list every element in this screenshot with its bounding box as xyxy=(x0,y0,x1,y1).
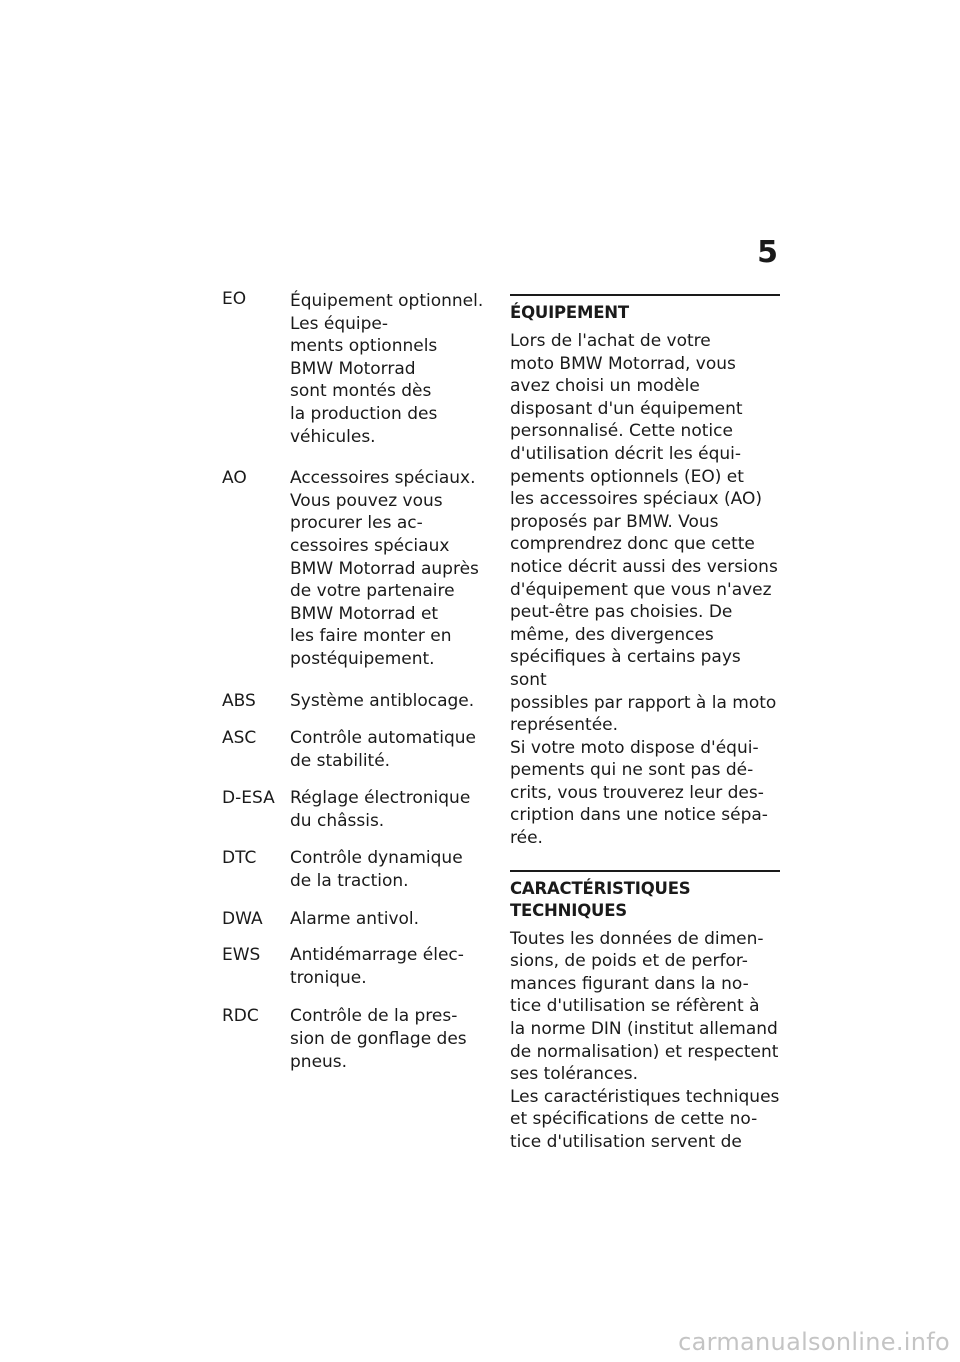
definition-lead: Réglage électronique du châssis. xyxy=(290,788,471,831)
abbreviation-row-eo xyxy=(222,290,492,448)
abbreviation-term: AO xyxy=(222,468,247,489)
abbreviation-term: EWS xyxy=(222,945,261,966)
section-title: CARACTÉRISTIQUES TECHNIQUES xyxy=(510,878,691,920)
definition-lead: Alarme antivol. xyxy=(290,908,420,929)
abbreviation-term: DTC xyxy=(222,848,257,869)
abbreviation-term: DWA xyxy=(222,908,263,929)
abbreviation-definition xyxy=(290,690,492,713)
abbreviation-definition xyxy=(290,467,492,670)
section-rule xyxy=(510,870,780,872)
abbreviation-definition xyxy=(290,908,492,931)
abbreviation-term: EO xyxy=(222,289,247,309)
right-column xyxy=(510,294,780,1154)
watermark: carmanualsonline.info xyxy=(678,1328,950,1356)
definition-lead: Équipement optionnel. xyxy=(290,291,484,311)
definition-lead: Contrôle automatique de stabilité. xyxy=(290,728,476,771)
abbreviation-term: D-ESA xyxy=(222,788,275,809)
page-number: 5 xyxy=(757,235,778,270)
section-caracteristiques-techniques xyxy=(510,870,780,1154)
definition-detail: Les équipe- ments optionnels BMW Motorrad sont montés dès la production des véhicules. xyxy=(290,313,438,447)
abbreviation-row-ao xyxy=(222,467,492,670)
abbreviation-definition xyxy=(290,847,492,892)
abbreviation-row-abs xyxy=(222,690,492,713)
definition-lead: Contrôle de la pres- sion de gonflage des pneus. xyxy=(290,1006,467,1072)
abbreviation-row-d-esa xyxy=(222,787,492,832)
section-title: ÉQUIPEMENT xyxy=(510,303,629,322)
abbreviation-definition xyxy=(290,787,492,832)
definition-lead: Système antiblocage. xyxy=(290,690,475,711)
abbreviation-row-dwa xyxy=(222,908,492,931)
section-equipement xyxy=(510,294,780,850)
section-rule xyxy=(510,294,780,296)
abbreviation-definition xyxy=(290,727,492,772)
section-paragraph: Toutes les données de dimen- sions, de poids et de perfor- mances figurant dans la no- tice d'utilisation se réfèrent à la norme DIN (institut allemand de normalisation) et respectent ses tolérances. xyxy=(510,928,779,1085)
abbreviation-row-asc xyxy=(222,727,492,772)
abbreviation-list xyxy=(222,290,492,1073)
abbreviation-definition xyxy=(290,1005,492,1073)
section-paragraph: Lors de l'achat de votre moto BMW Motorrad, vous avez choisi un modèle disposant d'un équipement personnalisé. Cette notice d'utilisation décrit les équi- pements optionnels (EO) et les accessoires spéciaux (AO) proposés par BMW. Vous comprendrez donc que cette notice décrit aussi des versions d'équipement que vous n'avez peut-être pas choisies. De même, des divergences spécifiques à certains pays sont possibles par rapport à la moto représentée. xyxy=(510,331,778,736)
abbreviation-definition xyxy=(290,290,492,448)
abbreviation-row-rdc xyxy=(222,1005,492,1073)
abbreviation-term: RDC xyxy=(222,1006,259,1027)
definition-detail: Vous pouvez vous procurer les ac- cessoires spéciaux BMW Motorrad auprès de votre partenaire BMW Motorrad et les faire monter en postéquipement. xyxy=(290,490,479,669)
definition-lead: Antidémarrage élec- tronique. xyxy=(290,945,464,988)
abbreviation-term: ASC xyxy=(222,728,257,749)
section-paragraph: Les caractéristiques techniques et spécifications de cette no- tice d'utilisation servent de xyxy=(510,1086,780,1152)
abbreviation-term: ABS xyxy=(222,690,256,711)
abbreviation-row-ews xyxy=(222,944,492,989)
section-paragraph: Si votre moto dispose d'équi- pements qui ne sont pas dé- crits, vous trouverez leur des- cription dans une notice sépa- rée. xyxy=(510,737,768,849)
abbreviation-definition xyxy=(290,944,492,989)
definition-lead: Contrôle dynamique de la traction. xyxy=(290,848,463,892)
definition-lead: Accessoires spéciaux. xyxy=(290,468,476,489)
abbreviation-row-dtc xyxy=(222,847,492,892)
